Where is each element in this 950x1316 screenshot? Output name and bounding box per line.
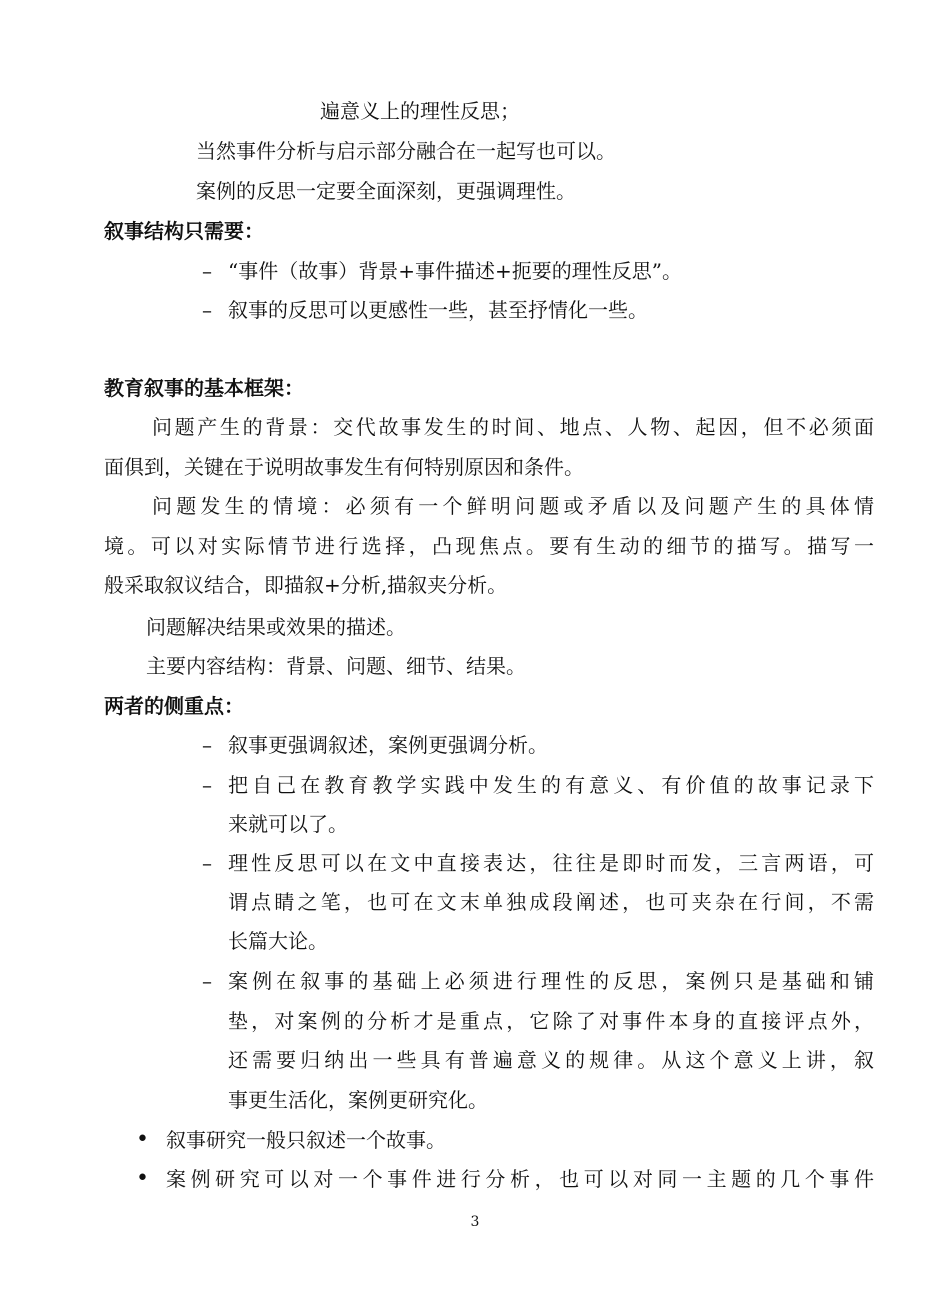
section-heading-focus: 两者的侧重点： <box>104 694 244 718</box>
paragraph-line: 问题产生的背景：交代故事发生的时间、地点、人物、起因，但不必须面 <box>152 415 874 439</box>
bullet-marker: • <box>136 1166 149 1191</box>
list-item-line: 事更生活化，案例更研究化。 <box>228 1088 488 1112</box>
dash-marker: – <box>202 773 212 797</box>
page-number: 3 <box>470 1214 480 1230</box>
list-item-line: 把自己在教育教学实践中发生的有意义、有价值的故事记录下 <box>228 773 874 797</box>
dash-marker: – <box>202 969 212 993</box>
list-item-line: 来就可以了。 <box>228 812 348 836</box>
list-item-line: 理性反思可以在文中直接表达，往往是即时而发，三言两语，可 <box>228 851 874 875</box>
list-item-line: 长篇大论。 <box>228 929 328 953</box>
bullet-marker: • <box>136 1127 149 1152</box>
bullet-item: 叙事研究一般只叙述一个故事。 <box>166 1128 446 1152</box>
list-item-line: 还需要归纳出一些具有普遍意义的规律。从这个意义上讲，叙 <box>228 1048 874 1072</box>
paragraph-line: 境。可以对实际情节进行选择，凸现焦点。要有生动的细节的描写。描写一 <box>104 534 874 558</box>
list-item: 叙事更强调叙述，案例更强调分析。 <box>228 733 548 757</box>
dash-marker: – <box>202 298 212 322</box>
intro-line-1: 遍意义上的理性反思； <box>320 99 520 123</box>
intro-line-2: 当然事件分析与启示部分融合在一起写也可以。 <box>196 139 616 163</box>
paragraph-line: 面俱到，关键在于说明故事发生有何特别原因和条件。 <box>104 455 584 479</box>
list-item-line: 垫，对案例的分析才是重点，它除了对事件本身的直接评点外， <box>228 1009 874 1033</box>
dash-marker: – <box>202 259 212 283</box>
list-item: 叙事的反思可以更感性一些，甚至抒情化一些。 <box>228 298 648 322</box>
paragraph-line: 问题发生的情境：必须有一个鲜明问题或矛盾以及问题产生的具体情 <box>152 494 874 518</box>
paragraph-line: 问题解决结果或效果的描述。 <box>146 615 406 639</box>
list-item: “事件（故事）背景+事件描述+扼要的理性反思”。 <box>228 259 682 283</box>
section-heading-narrative-structure: 叙事结构只需要： <box>104 219 264 243</box>
intro-line-3: 案例的反思一定要全面深刻，更强调理性。 <box>196 179 576 203</box>
bullet-item: 案例研究可以对一个事件进行分析，也可以对同一主题的几个事件 <box>166 1167 874 1191</box>
list-item-line: 案例在叙事的基础上必须进行理性的反思，案例只是基础和铺 <box>228 969 874 993</box>
paragraph-line: 般采取叙议结合，即描叙+分析,描叙夹分析。 <box>104 573 508 597</box>
dash-marker: – <box>202 851 212 875</box>
paragraph-line: 主要内容结构：背景、问题、细节、结果。 <box>146 654 526 678</box>
section-heading-framework: 教育叙事的基本框架： <box>104 376 304 400</box>
list-item-line: 谓点睛之笔，也可在文末单独成段阐述，也可夹杂在行间，不需 <box>228 890 874 914</box>
dash-marker: – <box>202 733 212 757</box>
